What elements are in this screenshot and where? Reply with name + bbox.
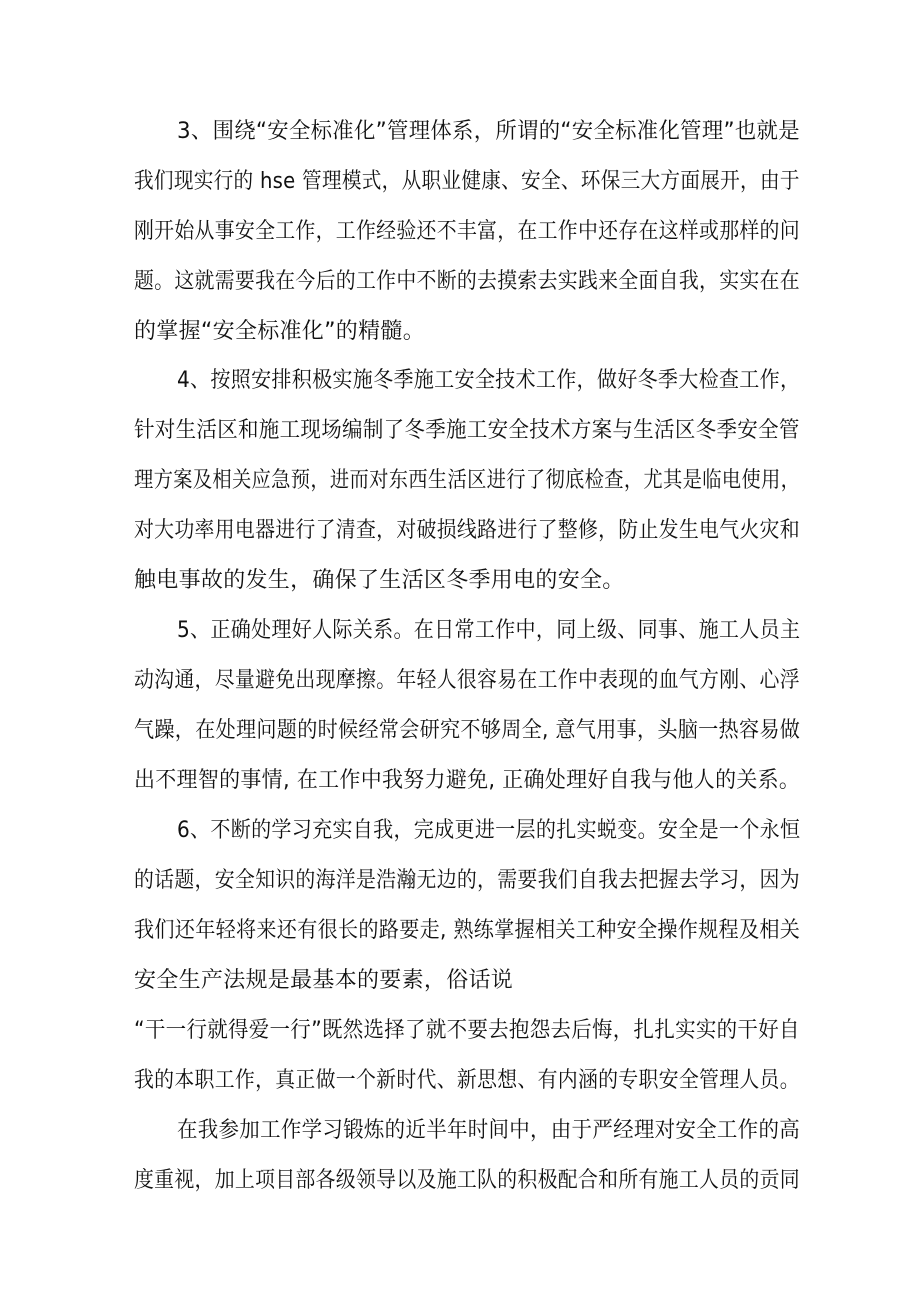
text-line: 度重视，加上项目部各级领导以及施工队的积极配合和所有施工人员的贡同 [134,1168,800,1193]
text-line: 5、正确处理好人际关系。在日常工作中，同上级、同事、施工人员主 [177,618,801,643]
text-line: 触电事故的发生，确保了生活区冬季用电的安全。 [134,568,625,593]
text-line: 我们现实行的 hse 管理模式，从职业健康、安全、环保三大方面展开，由于 [134,169,800,194]
text-line: 6、不断的学习充实自我，完成更进一层的扎实蜕变。安全是一个永恒 [177,818,801,843]
text-line: 气躁，在处理问题的时候经常会研究不够周全, 意气用事，头脑一热容易做 [134,718,801,743]
text-line: 的话题，安全知识的海洋是浩瀚无边的，需要我们自我去把握去学习，因为 [134,868,800,893]
text-line: 刚开始从事安全工作，工作经验还不丰富，在工作中还存在这样或那样的问 [134,219,800,244]
text-line: 对大功率用电器进行了清查，对破损线路进行了整修，防止发生电气火灾和 [134,518,800,543]
text-line: 题。这就需要我在今后的工作中不断的去摸索去实践来全面自我，实实在在 [134,269,800,294]
text-line: “干一行就得爱一行”既然选择了就不要去抱怨去后悔，扎扎实实的干好自 [134,1018,800,1043]
text-line: 4、按照安排积极实施冬季施工安全技术工作，做好冬季大检查工作， [177,368,801,393]
text-line: 3、围绕“安全标准化”管理体系，所谓的“安全标准化管理”也就是 [177,119,800,144]
text-line: 理方案及相关应急预，进而对东西生活区进行了彻底检查，尤其是临电使用， [134,468,801,493]
text-line: 的掌握“安全标准化”的精髓。 [134,319,425,344]
text-line: 出不理智的事情, 在工作中我努力避免, 正确处理好自我与他人的关系。 [134,768,801,793]
text-line: 动沟通，尽量避免出现摩擦。年轻人很容易在工作中表现的血气方刚、心浮 [134,668,800,693]
text-line: 针对生活区和施工现场编制了冬季施工安全技术方案与生活区冬季安全管 [134,418,800,443]
text-line: 我们还年轻将来还有很长的路要走, 熟练掌握相关工种安全操作规程及相关 [134,918,801,943]
text-line: 我的本职工作，真正做一个新时代、新思想、有内涵的专职安全管理人员。 [134,1068,800,1093]
text-line: 在我参加工作学习锻炼的近半年时间中，由于严经理对安全工作的高 [177,1118,800,1143]
text-line: 安全生产法规是最基本的要素，俗话说 [134,968,514,993]
